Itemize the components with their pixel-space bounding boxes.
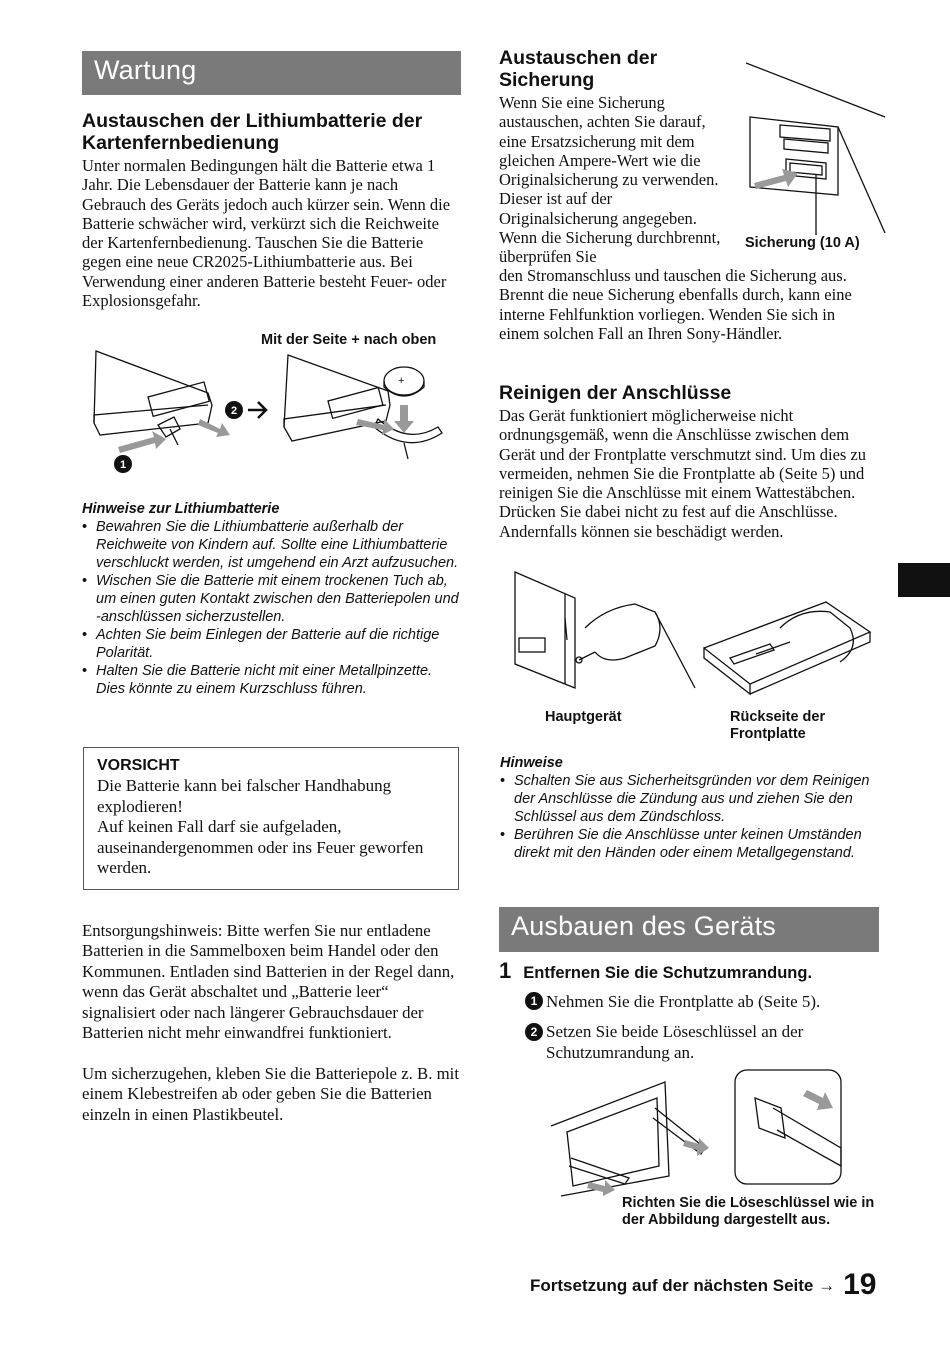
- fuse-text-b: den Stromanschluss und tauschen die Sicherung aus. Brennt die neue Sicherung ebenfalls durch, kann eine interne Fehlfunktion vorliegen. Wenden Sie sich in einem solchen Fall an Ihren Sony-Händler.: [499, 266, 852, 343]
- step-number: 1: [499, 958, 512, 983]
- list-item: • Schalten Sie aus Sicherheitsgründen vor dem Reinigen der Anschlüsse die Zündung aus und ziehen Sie den Schlüssel aus dem Zündschloss.: [500, 772, 870, 826]
- caption-front-panel-back: Rückseite der Frontplatte: [730, 709, 826, 742]
- substep-1: [525, 992, 875, 1011]
- figure-label-plus-up: Mit der Seite + nach oben: [261, 332, 437, 348]
- section-banner-ausbauen: Ausbauen des Geräts: [499, 907, 879, 952]
- footer: [530, 1268, 876, 1302]
- clean-notes-list: [500, 772, 870, 862]
- list-item: • Bewahren Sie die Lithiumbatterie außerhalb der Reichweite von Kindern auf. Sollte eine Lithiumbatterie verschluckt werden, ist umgehend ein Arzt aufzusuchen.: [82, 518, 464, 572]
- step-marker-1: 1: [119, 459, 127, 471]
- caution-title: VORSICHT: [97, 757, 180, 774]
- disposal-text-2: Um sicherzugehen, kleben Sie die Batteriepole z. B. mit einem Klebestreifen ab oder geben Sie die Batterien einzeln in einen Plastikbeutel.: [82, 1064, 459, 1124]
- battery-text: Unter normalen Bedingungen hält die Batterie etwa 1 Jahr. Die Lebensdauer der Batterie kann je nach Gebrauch des Geräts jedoch auch kürzer sein. Wenn die Batterie schwächer wird, verkürzt sich die Reichweite der Kartenfernbedienung. Tauschen Sie die Batterie gegen eine neue CR2025-Lithiumbatterie aus. Bei Verwendung einer anderen Batterie besteht Feuer- oder Explosionsgefahr.: [82, 156, 451, 311]
- section-banner-wartung: Wartung: [82, 51, 461, 95]
- substep-2-text: Setzen Sie beide Löseschlüssel an der Schutzumrandung an.: [546, 1022, 804, 1062]
- list-item: • Berühren Sie die Anschlüsse unter keinen Umständen direkt mit den Händen oder einem Metallgegenstand.: [500, 826, 870, 862]
- clean-text: Das Gerät funktioniert möglicherweise nicht ordnungsgemäß, wenn die Anschlüsse zwischen dem Gerät und der Frontplatte verschmutzt sind. Um dies zu vermeiden, nehmen Sie die Frontplatte ab (Seite 5) und reinigen Sie die Anschlüsse mit einem Wattestäbchen. Drücken Sie dabei nicht zu fest auf die Anschlüsse. Andernfalls können sie beschädigt werden.: [499, 406, 867, 541]
- battery-replacement-illustration: [88, 345, 460, 475]
- continued-note: Fortsetzung auf der nächsten Seite →: [530, 1276, 836, 1295]
- battery-heading: Austauschen der Lithiumbatterie der Kartenfernbedienung: [82, 110, 423, 154]
- clean-heading: Reinigen der Anschlüsse: [499, 382, 732, 404]
- release-key-illustration: [545, 1068, 845, 1198]
- fuse-text-a: Wenn Sie eine Sicherung austauschen, achten Sie darauf, eine Ersatzsicherung mit dem gleichen Ampere-Wert wie die Originalsicherung zu verwenden. Dieser ist auf der Originalsicherung angegeben. Wenn die Sicherung durchbrennt, überprüfen Sie: [499, 93, 721, 267]
- cleaning-front-panel-illustration: [700, 588, 880, 698]
- fuse-label: Sicherung (10 A): [745, 235, 860, 251]
- substep-2: [525, 1022, 865, 1063]
- page-number: 19: [843, 1268, 877, 1301]
- list-item: • Wischen Sie die Batterie mit einem trockenen Tuch ab, um einen guten Kontakt zwischen den Batteriepolen und -anschlüssen sicherzustellen.: [82, 572, 464, 626]
- caution-line-1: Die Batterie kann bei falscher Handhabung explodieren!: [97, 776, 392, 816]
- battery-notes-title: Hinweise zur Lithiumbatterie: [82, 501, 280, 517]
- chapter-tab: [898, 563, 950, 597]
- substep-1-text: Nehmen Sie die Frontplatte ab (Seite 5).: [546, 992, 821, 1011]
- step-marker-2: 2: [230, 405, 238, 417]
- disposal-text: Entsorgungshinweis: Bitte werfen Sie nur entladene Batterien in die Sammelboxen beim Handel oder den Kommunen. Entladen sind Batterien in der Regel dann, wenn das Gerät abschaltet und „Batterie leer“ signalisiert oder nach längerer Gebrauchsdauer der Batterien nicht mehr einwandfrei funktioniert.: [82, 921, 455, 1043]
- clean-notes-title: Hinweise: [500, 755, 563, 771]
- battery-notes-list: [82, 518, 464, 698]
- caution-line-2: Auf keinen Fall darf sie aufgeladen, auseinandergenommen oder ins Feuer geworfen werden.: [97, 817, 424, 877]
- step-title: Entfernen Sie die Schutzumrandung.: [523, 964, 813, 982]
- list-item: • Halten Sie die Batterie nicht mit einer Metallpinzette. Dies könnte zu einem Kurzschluss führen.: [82, 662, 464, 698]
- cleaning-main-unit-illustration: [505, 568, 700, 698]
- substep-marker-2: 2: [525, 1023, 543, 1041]
- svg-text:+: +: [398, 375, 405, 387]
- caution-box: [83, 747, 459, 890]
- fuse-illustration: [740, 55, 890, 240]
- step-1: [499, 958, 812, 984]
- caption-main-unit: Hauptgerät: [545, 709, 622, 725]
- release-key-caption: Richten Sie die Löseschlüssel wie in der Abbildung dargestellt aus.: [622, 1195, 875, 1228]
- fuse-heading: Austauschen der Sicherung: [499, 47, 658, 91]
- substep-marker-1: 1: [525, 992, 543, 1010]
- list-item: • Achten Sie beim Einlegen der Batterie auf die richtige Polarität.: [82, 626, 464, 662]
